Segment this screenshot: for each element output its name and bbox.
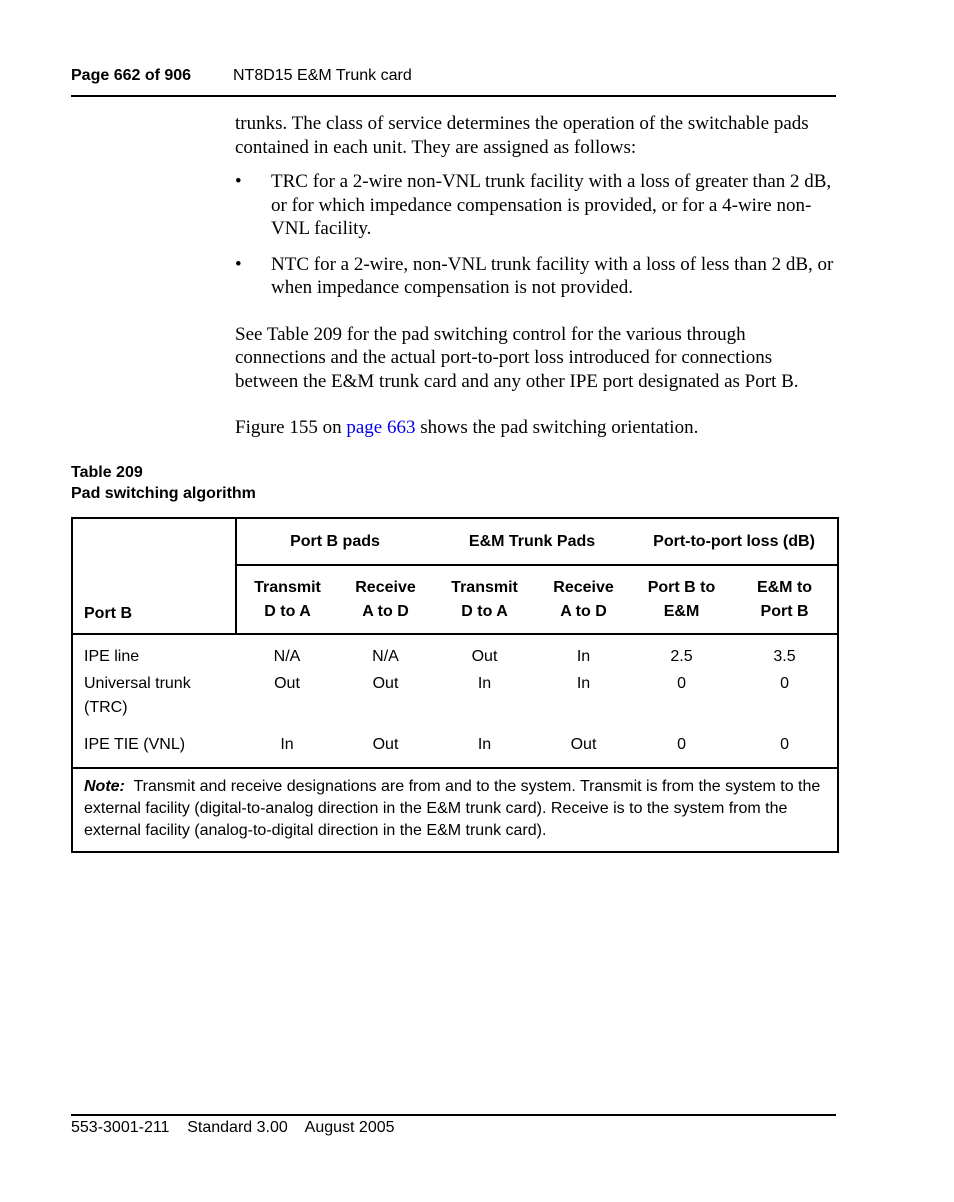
table-cell: 0 bbox=[677, 736, 686, 753]
table-note-row bbox=[72, 768, 838, 852]
body-text bbox=[235, 112, 835, 440]
subheader-cell: Transmit D to A bbox=[433, 565, 536, 634]
table-cell: Out bbox=[274, 675, 300, 692]
note-text: Transmit and receive designations are from and to the system. Transmit is from the system to the external facility (digital-to-analog direction in the E&M trunk card). Receive is to the system from the external facility (analog-to-digital direction in the E&M trunk card). bbox=[84, 778, 821, 839]
table-cell: Out bbox=[471, 648, 498, 665]
page-footer bbox=[71, 1117, 395, 1139]
row-label: IPE TIE (VNL) bbox=[72, 733, 236, 768]
document-number: 553-3001-211 bbox=[71, 1119, 170, 1136]
table-cell: In bbox=[280, 736, 294, 753]
table-caption bbox=[71, 462, 256, 504]
figure-ref-prefix: Figure 155 on bbox=[235, 417, 347, 438]
bullet-text: NTC for a 2-wire, non-VNL trunk facility with a loss of less than 2 dB, or when impedance compensation is not provided. bbox=[271, 253, 834, 298]
table-row bbox=[72, 733, 838, 768]
subheader-cell: Port B to E&M bbox=[631, 565, 732, 634]
bullet-text: TRC for a 2-wire non-VNL trunk facility with a loss of greater than 2 dB, or for which impedance compensation is provided, or for a 4-wire non-VNL facility. bbox=[271, 171, 832, 239]
table-note bbox=[72, 768, 838, 852]
table-cell: In bbox=[576, 648, 591, 665]
pad-switching-table bbox=[71, 517, 839, 853]
group-header-em-trunk-pads: E&M Trunk Pads bbox=[433, 518, 631, 565]
table-cell: 2.5 bbox=[670, 648, 693, 665]
subheader-cell: Receive A to D bbox=[536, 565, 631, 634]
document-standard: Standard 3.00 bbox=[187, 1119, 288, 1136]
see-table-paragraph: See Table 209 for the pad switching control for the various through connections and the actual port-to-port loss introduced for connections between the E&M trunk card and any other IPE port designated as Port B. bbox=[235, 323, 799, 392]
table-header-row bbox=[72, 518, 838, 565]
column-header-port-b: Port B bbox=[72, 518, 236, 634]
section-title: NT8D15 E&M Trunk card bbox=[233, 67, 412, 84]
page-663-link[interactable]: page 663 bbox=[346, 417, 416, 438]
page-number: Page 662 of 906 bbox=[71, 67, 192, 84]
group-header-port-to-port-loss: Port-to-port loss (dB) bbox=[631, 518, 838, 565]
table-cell: Out bbox=[570, 736, 597, 753]
table-cell: In bbox=[477, 736, 492, 753]
table-cell: In bbox=[477, 675, 492, 692]
table-title: Pad switching algorithm bbox=[71, 485, 256, 502]
table-cell: 3.5 bbox=[732, 634, 838, 672]
table-cell: 0 bbox=[732, 733, 838, 768]
table-cell: In bbox=[576, 675, 591, 692]
figure-reference-paragraph bbox=[235, 416, 835, 440]
table-row bbox=[72, 634, 838, 672]
page-header bbox=[71, 65, 836, 87]
list-item bbox=[235, 170, 835, 241]
bullet-marker: • bbox=[235, 253, 242, 275]
document-date: August 2005 bbox=[304, 1119, 395, 1136]
table-cell: N/A bbox=[273, 648, 301, 665]
bullet-list bbox=[235, 170, 835, 300]
table-cell: N/A bbox=[372, 648, 399, 665]
footer-divider bbox=[71, 1114, 836, 1116]
row-label: Universal trunk (TRC) bbox=[72, 672, 236, 733]
table-cell: 0 bbox=[732, 672, 838, 733]
subheader-cell: E&M to Port B bbox=[732, 565, 838, 634]
note-label: Note: bbox=[84, 778, 125, 795]
header-divider bbox=[71, 95, 836, 97]
table-number: Table 209 bbox=[71, 464, 143, 481]
table-cell: Out bbox=[372, 736, 399, 753]
subheader-cell: Receive A to D bbox=[338, 565, 433, 634]
row-label: IPE line bbox=[72, 634, 236, 672]
table-row bbox=[72, 672, 838, 733]
subheader-cell: Transmit D to A bbox=[236, 565, 338, 634]
intro-paragraph: trunks. The class of service determines the operation of the switchable pads contained in each unit. They are assigned as follows: bbox=[235, 113, 809, 158]
table-cell: Out bbox=[372, 675, 399, 692]
list-item bbox=[235, 253, 835, 300]
group-header-port-b-pads: Port B pads bbox=[236, 518, 433, 565]
figure-ref-suffix: shows the pad switching orientation. bbox=[415, 417, 699, 438]
table-cell: 0 bbox=[677, 675, 686, 692]
bullet-marker: • bbox=[235, 171, 242, 192]
